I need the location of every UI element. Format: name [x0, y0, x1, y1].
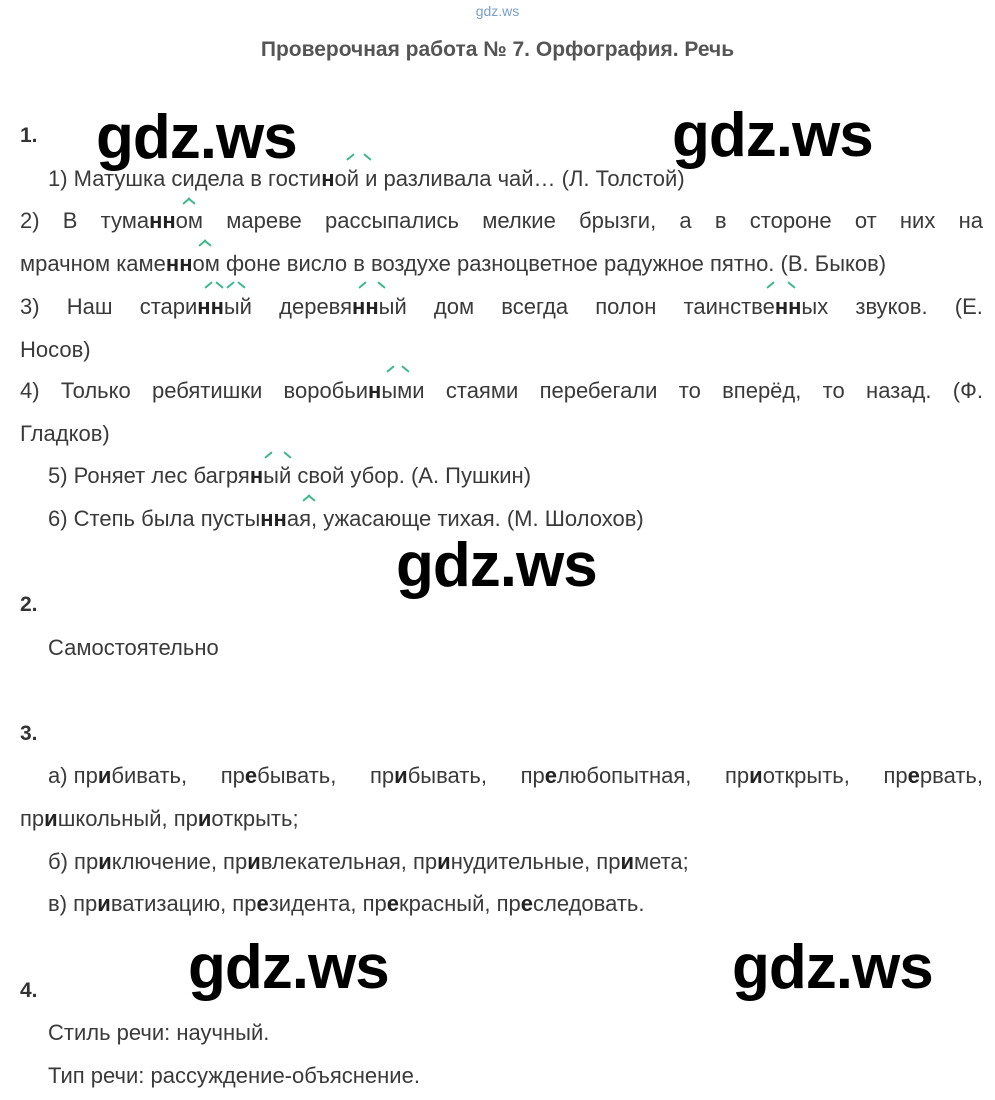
sentence-5: 5) Роняет лес багряный свой убор. (А. Пушкин): [48, 463, 532, 488]
root-mark: [198, 238, 212, 248]
watermark: gdz.ws: [672, 101, 873, 170]
speech-style: Стиль речи: научный.: [48, 1020, 270, 1045]
suffix-mark: [358, 280, 386, 290]
watermark: gdz.ws: [732, 933, 933, 1002]
watermark: gdz.ws: [396, 531, 597, 600]
task3-c: в) приватизацию, президента, прекрасный, преследовать.: [48, 891, 645, 916]
site-mark: gdz.ws: [475, 3, 520, 19]
root-mark: [302, 493, 316, 503]
task3-b: б) приключение, привлекательная, принудительные, примета;: [48, 849, 689, 874]
task-number: 2.: [20, 593, 38, 616]
page-title: Проверочная работа № 7. Орфография. Речь: [260, 38, 735, 61]
task2-answer: Самостоятельно: [48, 635, 219, 660]
task-number: 3.: [20, 722, 38, 745]
task-number: 4.: [20, 979, 38, 1002]
sentence-3-line-2: Носов): [20, 337, 91, 362]
sentence-4-line-1: 4) Только ребятишки воробьиными стаями перебегали то вперёд, то назад. (Ф.: [20, 378, 983, 403]
suffix-mark: [226, 280, 246, 290]
suffix-mark: [204, 280, 224, 290]
suffix-mark: [386, 364, 410, 374]
root-mark: [182, 196, 196, 206]
sentence-6: 6) Степь была пустынная, ужасающе тихая. (М. Шолохов): [48, 506, 644, 531]
task3-a-line-1: а) прибивать, пребывать, прибывать, прелюбопытная, приоткрыть, прервать,: [48, 763, 983, 788]
speech-type: Тип речи: рассуждение-объяснение.: [48, 1063, 420, 1088]
sentence-2-line-2: мрачном каменном фоне висло в воздухе разноцветное радужное пятно. (В. Быков): [20, 251, 887, 276]
suffix-mark: [346, 152, 372, 162]
task-number: 1.: [20, 124, 38, 147]
sentence-1: 1) Матушка сидела в гостиной и разливала чай… (Л. Толстой): [48, 166, 685, 191]
suffix-mark: [264, 450, 292, 460]
watermark: gdz.ws: [188, 933, 389, 1002]
watermark: gdz.ws: [96, 103, 297, 172]
task3-a-line-2: пришкольный, приоткрыть;: [20, 806, 299, 831]
suffix-mark: [766, 280, 796, 290]
sentence-3-line-1: 3) Наш старинный деревянный дом всегда полон таинственных звуков. (Е.: [20, 294, 983, 319]
sentence-4-line-2: Гладков): [20, 421, 110, 446]
sentence-2-line-1: 2) В туманном мареве рассыпались мелкие брызги, а в стороне от них на: [20, 208, 983, 233]
